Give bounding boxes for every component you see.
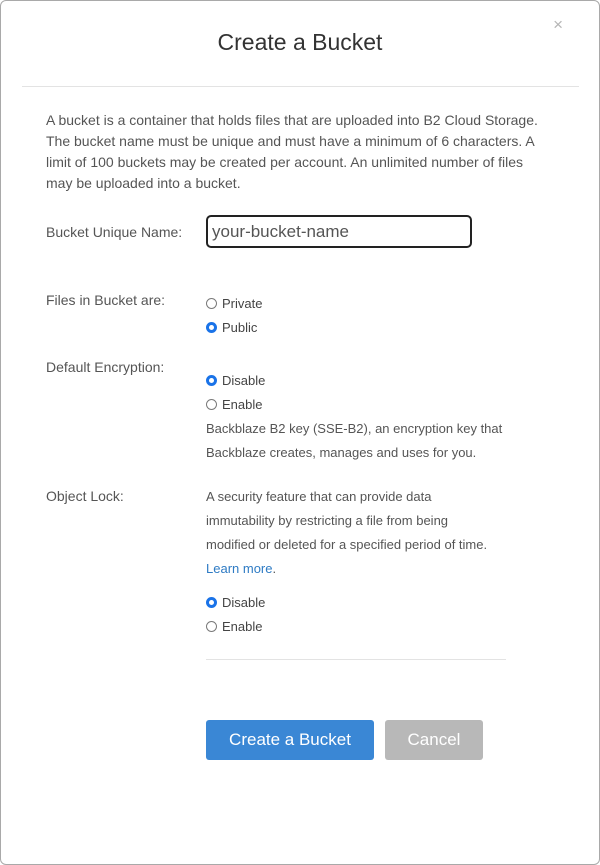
close-icon[interactable]: ×: [553, 15, 563, 34]
radio-label: Enable: [222, 618, 263, 634]
object-lock-help-text: [206, 485, 496, 581]
radio-object-lock-enable[interactable]: [206, 618, 262, 634]
learn-more-link[interactable]: Learn more: [206, 561, 273, 576]
radio-object-lock-disable[interactable]: [206, 594, 265, 610]
files-in-bucket-label: Files in Bucket are:: [46, 292, 166, 308]
object-lock-label: Object Lock:: [46, 488, 124, 504]
object-lock-help: A security feature that can provide data immutability by restricting a file from being modified or deleted for a specified period of time.: [206, 489, 488, 552]
form-divider: [206, 659, 506, 660]
radio-label: Disable: [222, 372, 266, 388]
cancel-button[interactable]: Cancel: [385, 720, 483, 760]
encryption-help-text: Backblaze B2 key (SSE-B2), an encryption key that Backblaze creates, manages and uses for you.: [206, 421, 503, 460]
intro-text: A bucket is a container that holds files that are uploaded into B2 Cloud Storage. The bucket name must be unique and must have a minimum of 6 characters. A limit of 100 buckets may be created per account. An unlimited number of files may be uploaded into a bucket.: [46, 112, 538, 191]
radio-button[interactable]: [206, 298, 217, 309]
radio-button[interactable]: [206, 597, 217, 608]
radio-encryption-enable[interactable]: [206, 396, 262, 412]
bucket-name-input[interactable]: [206, 215, 472, 248]
radio-button[interactable]: [206, 375, 217, 386]
radio-files-public[interactable]: [206, 319, 257, 335]
radio-label: Enable: [222, 396, 263, 412]
header-divider: [22, 86, 579, 87]
radio-button[interactable]: [206, 399, 217, 410]
radio-button[interactable]: [206, 322, 217, 333]
radio-button[interactable]: [206, 621, 217, 632]
learn-more-suffix: .: [272, 561, 277, 576]
bucket-name-label: Bucket Unique Name:: [46, 224, 183, 240]
radio-label: Public: [222, 319, 258, 335]
radio-label: Disable: [222, 594, 266, 610]
radio-label: Private: [222, 295, 263, 311]
radio-encryption-disable[interactable]: [206, 372, 265, 388]
create-bucket-button[interactable]: Create a Bucket: [206, 720, 374, 760]
dialog-title: Create a Bucket: [217, 29, 383, 55]
default-encryption-label: Default Encryption:: [46, 359, 165, 375]
radio-files-private[interactable]: [206, 295, 262, 311]
